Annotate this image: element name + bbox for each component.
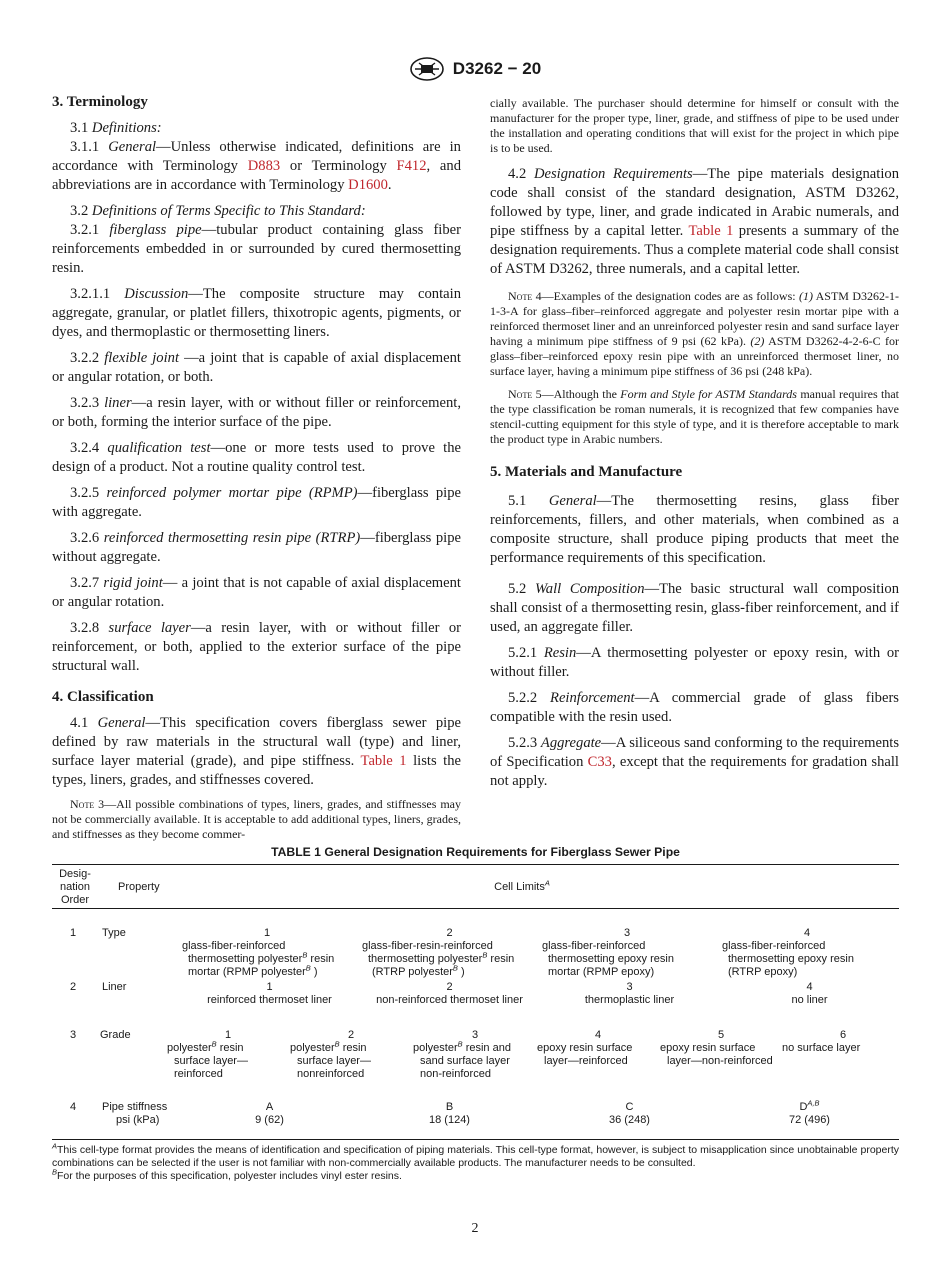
right-column: [490, 93, 899, 798]
grade-cell-5: 5 epoxy resin surface layer—non-reinforced: [660, 1029, 773, 1067]
para-3-2-1: 3.2.1 fiberglass pipe—tubular product containing glass fiber reinforcements embedded in or surrounded by cured thermosetting resin.: [52, 222, 461, 276]
para-5-2-2: 5.2.2 Reinforcement—A commercial grade of glass fibers compatible with the resin used.: [490, 690, 899, 725]
standard-designation: D3262 − 20: [452, 59, 542, 78]
row-2-property: Liner: [102, 981, 127, 993]
section-5-title: 5. Materials and Manufacture: [490, 464, 683, 480]
type-cell-1: 1 glass-fiber-reinforced thermosetting polyester$^B$ resin mortar (RPMP polyester$^B$ ): [182, 927, 335, 978]
row-3-order: 3: [70, 1029, 77, 1041]
table-bottom-rule: [52, 1139, 899, 1140]
para-5-2-3: 5.2.3 Aggregate—A siliceous sand conforming to the requirements of Specification C33, except that the requirements for gradation shall not apply.: [490, 735, 899, 789]
liner-cell-4: 4 no liner: [791, 981, 828, 1006]
row-3-property: Grade: [100, 1029, 131, 1041]
stiffness-cell-a: A 9 (62): [255, 1101, 284, 1126]
note-3-continued: cially available. The purchaser should determine for himself or consult with the manufacturer for the proper type, liner, grade, and stiffness of pipe to be used under the installation and operating conditions that will exist for the project in which pipe is to be used.: [490, 96, 899, 155]
stiffness-cell-d: $D^{A,B}$ 72 (496): [789, 1098, 830, 1126]
link-c33[interactable]: C33: [587, 754, 612, 770]
table-title: TABLE 1 General Designation Requirements for Fiberglass Sewer Pipe: [271, 845, 680, 859]
liner-cell-2: 2 non-reinforced thermoset liner: [376, 981, 523, 1006]
para-3-2-4: 3.2.4 qualification test—one or more tests used to prove the design of a product. Not a routine quality control test.: [52, 440, 461, 475]
header-designation-order: Desig- nation Order: [59, 868, 91, 906]
grade-cell-2: 2 polyester$^B$ resin surface layer— nonreinforced: [290, 1029, 371, 1080]
type-cell-2: 2 glass-fiber-resin-reinforced thermosetting polyester$^B$ resin (RTRP polyester$^B$ ): [362, 927, 515, 978]
astm-logo-icon: [409, 56, 445, 82]
page-header: [0, 56, 950, 82]
row-4-property: Pipe stiffness psi (kPa): [102, 1101, 168, 1126]
link-d883[interactable]: D883: [247, 158, 281, 174]
link-table-1[interactable]: Table 1: [360, 753, 407, 769]
type-cell-3: 3 glass-fiber-reinforced thermosetting epoxy resin mortar (RPMP epoxy): [542, 927, 674, 978]
note-5: Note 5—Although the Form and Style for ASTM Standards manual requires that the type classification be roman numerals, it is recognized that few companies have stencil-cutting equipment for this style of type, and it is therefore acceptable to mark the product type in Arabic numbers.: [490, 387, 899, 446]
para-3-1: 3.1 Definitions:: [70, 120, 162, 136]
para-5-2-1: 5.2.1 Resin—A thermosetting polyester or epoxy resin, with or without filler.: [490, 645, 899, 680]
link-d1600[interactable]: D1600: [348, 177, 388, 193]
liner-cell-1: 1 reinforced thermoset liner: [207, 981, 332, 1006]
type-cell-4: 4 glass-fiber-reinforced thermosetting epoxy resin (RTRP epoxy): [722, 927, 854, 978]
grade-cell-3: 3 polyester$^B$ resin and sand surface layer non-reinforced: [413, 1029, 511, 1080]
row-2-order: 2: [70, 981, 77, 993]
left-column: [52, 93, 461, 850]
para-3-2-7: 3.2.7 rigid joint— a joint that is not capable of axial displacement or angular rotation.: [52, 575, 461, 610]
para-5-2: 5.2 Wall Composition—The basic structural wall composition shall consist of a thermosetting resin, glass-fiber reinforcement, and if used, an aggregate filler.: [490, 581, 899, 635]
liner-cell-3: 3 thermoplastic liner: [584, 981, 675, 1006]
footnote-a: $^A$This cell-type format provides the means of identification and specification of piping materials. This cell-type format, however, is subject to misapplication since unobtainable property combinations can be selected if the user is not familiar with non-commercially available products. The manufacturer needs to be consulted.: [52, 1141, 899, 1169]
para-3-2: 3.2 Definitions of Terms Specific to This Standard:: [70, 203, 366, 219]
footnote-b: $^B$For the purposes of this specification, polyester includes vinyl ester resins.: [52, 1167, 402, 1182]
grade-cell-1: 1 polyester$^B$ resin surface layer— reinforced: [167, 1029, 248, 1080]
grade-cell-4: 4 epoxy resin surface layer—reinforced: [537, 1029, 633, 1067]
table-body: [52, 909, 899, 1139]
section-3-title: 3. Terminology: [52, 94, 148, 110]
grade-cell-6: 6 no surface layer: [782, 1029, 861, 1054]
para-3-2-5: 3.2.5 reinforced polymer mortar pipe (RPMP)—fiberglass pipe with aggregate.: [52, 485, 461, 520]
header-cell-limits: Cell Limits$^A$: [494, 878, 550, 893]
para-3-2-2: 3.2.2 flexible joint —a joint that is capable of axial displacement or angular rotation, or both.: [52, 350, 461, 385]
row-1-property: Type: [102, 927, 126, 939]
para-5-1: 5.1 General—The thermosetting resins, glass fiber reinforcements, fillers, and other materials, when combined as a composite structure, shall produce piping products that meet the performance requirements of this specification.: [490, 493, 899, 566]
section-4-title: 4. Classification: [52, 689, 154, 705]
para-3-2-1-1: 3.2.1.1 Discussion—The composite structure may contain aggregate, granular, or platlet fillers, thixotropic agents, pigments, or dyes, and thermoplastic or thermosetting liners.: [52, 286, 461, 340]
para-3-2-3: 3.2.3 liner—a resin layer, with or without filler or reinforcement, or both, forming the interior surface of the pipe.: [52, 395, 461, 430]
note-4: Note 4—Examples of the designation codes are as follows: (1) ASTM D3262-1-1-3-A for glass–fiber–reinforced aggregate and polyester resin mortar pipe with a reinforced thermoset liner and an unreinforced polyester resin and sand surface layer having a minimum pipe stiffness of 9 psi (62 kPa). (2) ASTM D3262-4-2-6-C for glass–fiber–reinforced epoxy resin pipe with an unreinforced thermoset liner, no surface layer, having a minimum pipe stiffness of 36 psi (248 kPa).: [490, 289, 900, 378]
para-3-1-1: 3.1.1 General—Unless otherwise indicated, definitions are in accordance with Terminology D883 or Terminology F412, and abbreviations are in accordance with Terminology D1600.: [52, 139, 462, 193]
stiffness-cell-b: B 18 (124): [429, 1101, 470, 1126]
note-3: Note 3—All possible combinations of types, liners, grades, and stiffnesses may not be commercially available. It is acceptable to add additional types, liners, grades, and stiffnesses as they become commer-: [52, 797, 461, 841]
table-header: [52, 865, 899, 908]
link-table-1-b[interactable]: Table 1: [688, 223, 734, 239]
para-4-2: 4.2 Designation Requirements—The pipe materials designation code shall consist of the standard designation, ASTM D3262, followed by type, liner, and grade indicated in Arabic numerals, and pipe stiffness by a capital letter. Table 1 presents a summary of the designation requirements. Thus a complete material code shall consist of ASTM D3262, three numerals, and a capital letter.: [490, 166, 899, 277]
header-property: Property: [118, 881, 160, 893]
row-1-order: 1: [70, 927, 77, 939]
para-3-2-6: 3.2.6 reinforced thermosetting resin pipe (RTRP)—fiberglass pipe without aggregate.: [52, 530, 461, 565]
page-number: 2: [471, 1221, 479, 1236]
table-1: [52, 846, 899, 1183]
link-f412[interactable]: F412: [396, 158, 427, 174]
row-4-order: 4: [70, 1101, 77, 1113]
stiffness-cell-c: C 36 (248): [609, 1101, 650, 1126]
para-4-1: 4.1 General—This specification covers fiberglass sewer pipe defined by raw materials in the structural wall (type) and liner, surface layer material (grade), and pipe stiffness. Table 1 lists the types, liners, grades, and stiffnesses covered.: [52, 715, 461, 788]
para-3-2-8: 3.2.8 surface layer—a resin layer, with or without filler or reinforcement, or both, applied to the exterior surface of the pipe structural wall.: [52, 620, 461, 674]
